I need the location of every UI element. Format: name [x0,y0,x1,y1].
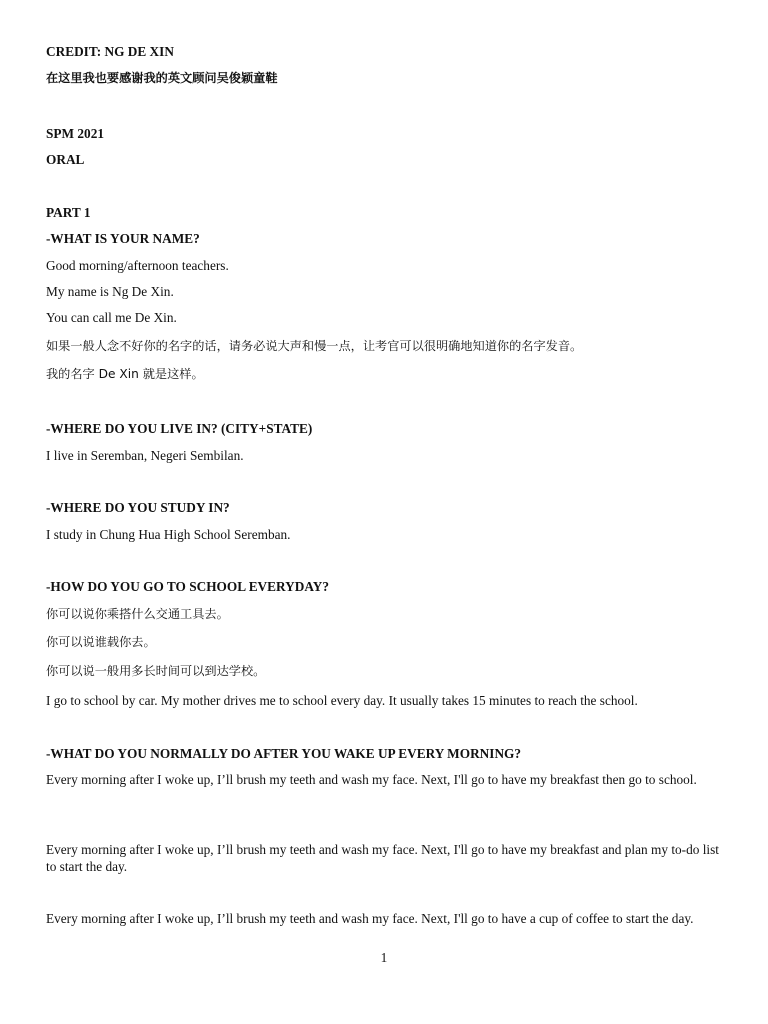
answer-morning-1: Every morning after I woke up, I’ll brush my teeth and wash my face. Next, I'll go to have my breakfast then go to school. [46,772,697,787]
answer-school: I go to school by car. My mother drives me to school every day. It usually takes 15 minutes to reach the school. [46,693,638,708]
answer-nickname: You can call me De Xin. [46,310,177,325]
tip-name-pronunciation: 如果一般人念不好你的名字的话，请务必说大声和慢一点，让考官可以很明确地知道你的名字发音。 [46,339,583,353]
answer-study: I study in Chung Hua High School Seremban. [46,527,291,542]
exam-title: SPM 2021 [46,126,104,141]
tip-name-example: 我的名字 De Xin 就是这样。 [46,367,204,381]
question-morning: -WHAT DO YOU NORMALLY DO AFTER YOU WAKE UP EVERY MORNING? [46,746,522,761]
answer-morning-2: Every morning after I woke up, I’ll brush my teeth and wash my face. Next, I'll go to have my breakfast and plan my to-do list to start the day. [46,842,719,874]
part-heading: PART 1 [46,205,91,220]
page-number: 1 [380,950,388,965]
answer-greeting: Good morning/afternoon teachers. [46,258,229,273]
question-live: -WHERE DO YOU LIVE IN? (CITY+STATE) [46,421,313,436]
thanks-line: 在这里我也要感谢我的英文顾问吴俊颖童鞋 [46,71,278,85]
answer-name: My name is Ng De Xin. [46,284,174,299]
question-school: -HOW DO YOU GO TO SCHOOL EVERYDAY? [46,579,330,594]
question-name: -WHAT IS YOUR NAME? [46,231,200,246]
tip-school-duration: 你可以说一般用多长时间可以到达学校。 [46,664,266,678]
paper-title: ORAL [46,152,85,167]
tip-school-driver: 你可以说谁载你去。 [46,635,156,649]
tip-school-transport: 你可以说你乘搭什么交通工具去。 [46,607,229,621]
question-study: -WHERE DO YOU STUDY IN? [46,500,230,515]
answer-live: I live in Seremban, Negeri Sembilan. [46,448,244,463]
answer-morning-3: Every morning after I woke up, I’ll brush my teeth and wash my face. Next, I'll go to have a cup of coffee to start the day. [46,911,694,926]
credit-line: CREDIT: NG DE XIN [46,44,174,59]
